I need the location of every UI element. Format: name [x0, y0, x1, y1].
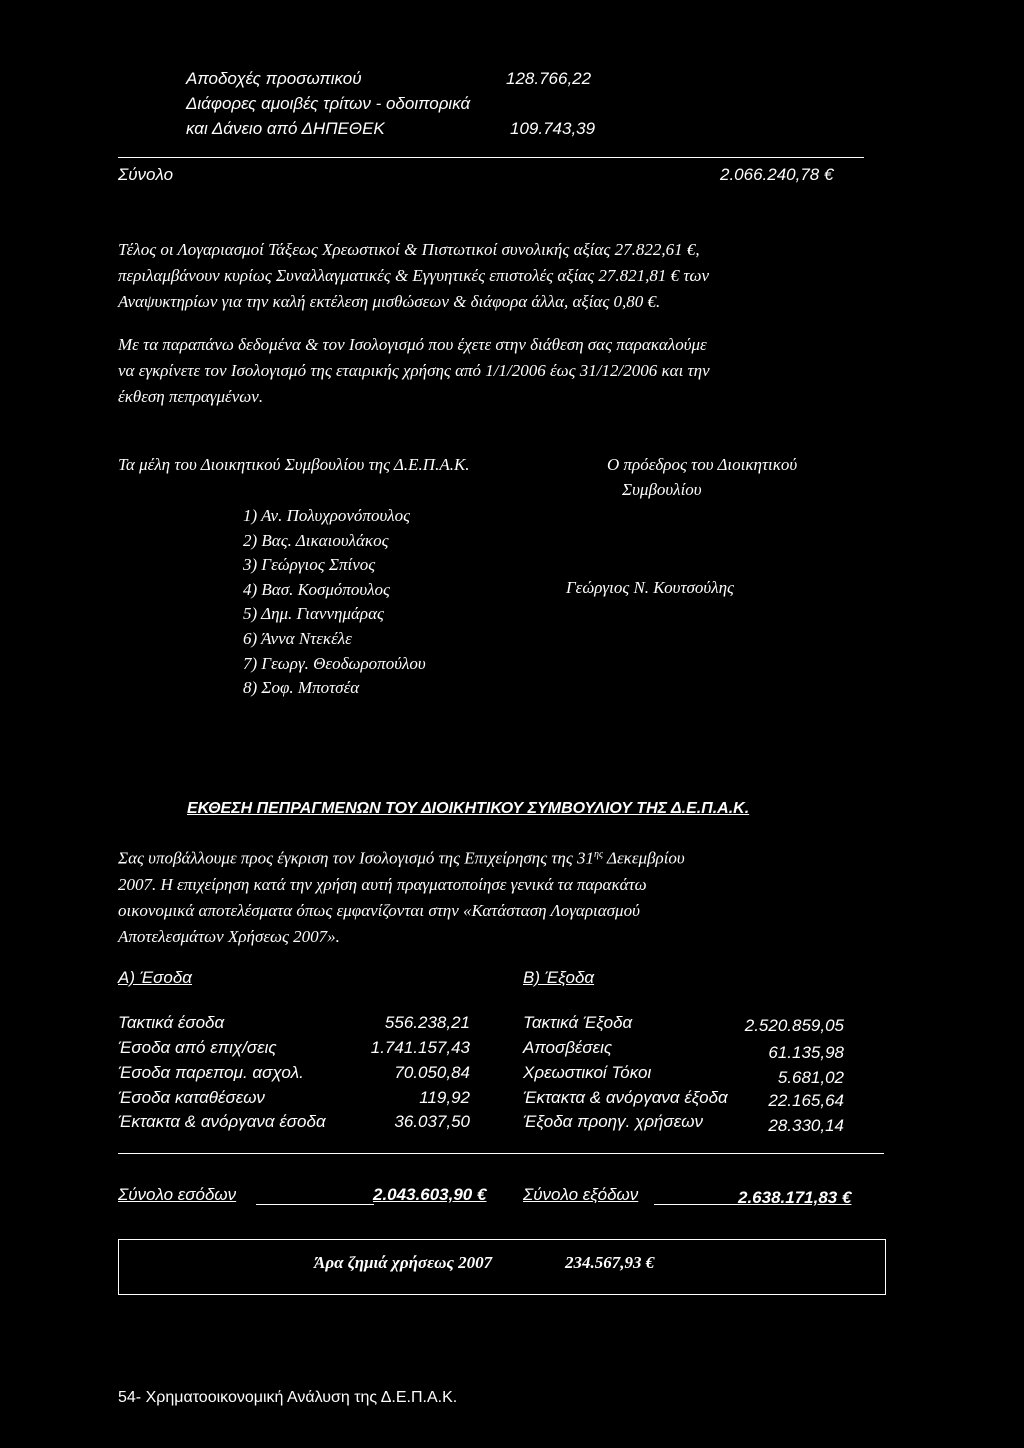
expense-label: Έξοδα προηγ. χρήσεων: [523, 1112, 703, 1131]
expense-label: Χρεωστικοί Τόκοι: [523, 1063, 652, 1082]
paragraph-approval-line: Με τα παραπάνω δεδομένα & τον Ισολογισμό που έχετε στην διάθεση σας παρακαλούμε: [118, 335, 707, 354]
board-heading: Τα μέλη του Διοικητικού Συμβουλίου της Δ.Ε.Π.Α.Κ.: [118, 455, 470, 474]
expense-value: 61.135,98: [768, 1043, 844, 1062]
top-total-value: 2.066.240,78 €: [720, 165, 834, 184]
board-member: 1) Αν. Πολυχρονόπουλος: [243, 506, 411, 525]
paragraph-approval-line: έκθεση πεπραγμένων.: [118, 387, 264, 406]
board-member: 5) Δημ. Γιαννημάρας: [243, 604, 384, 624]
expense-value: 22.165,64: [768, 1091, 844, 1110]
personnel-label: Αποδοχές προσωπικού: [186, 69, 362, 88]
paragraph-accounts-line: Αναψυκτηρίων για την καλή εκτέλεση μισθώσεων & διάφορα άλλα, αξίας 0,80 €.: [118, 292, 661, 311]
page-footer: 54- Χρηματοοικονομική Ανάλυση της Δ.Ε.Π.Α.Κ.: [118, 1389, 458, 1406]
income-heading: Α) Έσοδα: [118, 968, 192, 987]
top-total-label: Σύνολο: [118, 165, 174, 184]
expenses-heading: Β) Έξοδα: [523, 968, 595, 987]
president-title-1: Ο πρόεδρος του Διοικητικού: [607, 455, 798, 474]
expense-value: 5.681,02: [777, 1068, 844, 1087]
income-label: Έσοδα παρεπομ. ασχολ.: [118, 1063, 304, 1082]
report-intro-sup: ης: [594, 849, 604, 860]
personnel-value: 128.766,22: [506, 69, 592, 88]
report-intro-text-b: Δεκεμβρίου: [603, 848, 685, 868]
income-label: Έσοδα από επιχ/σεις: [118, 1038, 277, 1057]
paragraph-accounts: [118, 237, 888, 315]
report-title: ΕΚΘΕΣΗ ΠΕΠΡΑΓΜΕΝΩΝ ΤΟΥ ΔΙΟΙΚΗΤΙΚΟΥ ΣΥΜΒΟΥΛΙΟΥ ΤΗΣ Δ.Ε.Π.Α.Κ.: [187, 800, 750, 817]
third-party-value: 109.743,39: [510, 119, 596, 138]
report-intro-line: [118, 842, 870, 872]
report-intro-line: 2007. Η επιχείρηση κατά την χρήση αυτή πραγματοποίησε γενικά τα παρακάτω: [118, 874, 647, 894]
income-value: 36.037,50: [394, 1112, 470, 1131]
income-label: Έκτακτα & ανόργανα έσοδα: [118, 1112, 326, 1131]
paragraph-accounts-line: περιλαμβάνουν κυρίως Συναλλαγματικές & Εγγυητικές επιστολές αξίας 27.821,81 € των: [118, 266, 709, 285]
board-members-list: [243, 504, 426, 701]
income-value: 119,92: [419, 1088, 470, 1107]
income-label: Τακτικά έσοδα: [118, 1013, 225, 1032]
expense-value: 2.520.859,05: [744, 1016, 844, 1035]
board-member: 3) Γεώργιος Σπίνος: [243, 555, 376, 575]
total-divider: [118, 157, 864, 158]
third-party-label-2: και Δάνειο από ΔΗΠΕΘΕΚ: [186, 119, 385, 138]
income-value: 556.238,21: [384, 1013, 470, 1032]
income-label: Έσοδα καταθέσεων: [118, 1088, 265, 1107]
report-intro-text-a: Σας υποβάλλουμε προς έγκριση τον Ισολογισμό της Επιχείρησης της 31: [118, 848, 595, 868]
board-member: 8) Σοφ. Μποτσέα: [243, 678, 360, 698]
paragraph-approval-line: να εγκρίνετε τον Ισολογισμό της εταιρικής χρήσης από 1/1/2006 έως 31/12/2006 και την: [118, 361, 710, 380]
report-intro-line: οικονομικά αποτελέσματα όπως εμφανίζονται στην «Κατάσταση Λογαριασμού: [118, 900, 640, 920]
income-total-value: 2.043.603,90 €: [373, 1185, 487, 1204]
expense-total-value: 2.638.171,83 €: [738, 1188, 852, 1207]
board-member: 4) Βασ. Κοσμόπουλος: [243, 579, 390, 599]
expense-value: 28.330,14: [768, 1116, 844, 1135]
report-intro: [118, 842, 870, 950]
board-member: 2) Βας. Δικαιουλάκος: [243, 530, 389, 550]
income-total-leader: [256, 1204, 374, 1205]
income-value: 1.741.157,43: [370, 1038, 470, 1057]
income-value: 70.050,84: [394, 1063, 470, 1082]
loss-label: Άρα ζημιά χρήσεως 2007: [314, 1253, 493, 1272]
paragraph-accounts-line: Τέλος οι Λογαριασμοί Τάξεως Χρεωστικοί & Πιστωτικοί συνολικής αξίας 27.822,61 €,: [118, 240, 700, 259]
paragraph-approval: [118, 332, 888, 410]
expense-label: Αποσβέσεις: [523, 1038, 613, 1057]
third-party-label-1: Διάφορες αμοιβές τρίτων - οδοιπορικά: [186, 94, 471, 113]
income-total-label: Σύνολο εσόδων: [118, 1185, 237, 1204]
president-name: Γεώργιος Ν. Κουτσούλης: [566, 578, 734, 597]
expense-total-leader: [654, 1204, 738, 1205]
expense-label: Τακτικά Έξοδα: [523, 1013, 633, 1032]
board-member: 7) Γεωργ. Θεοδωροπούλου: [243, 653, 426, 673]
president-title-2: Συμβουλίου: [622, 480, 702, 499]
loss-value: 234.567,93 €: [565, 1253, 655, 1272]
board-member: 6) Άννα Ντεκέλε: [243, 628, 352, 648]
loss-box: [118, 1239, 886, 1295]
expense-label: Έκτακτα & ανόργανα έξοδα: [523, 1088, 728, 1107]
report-intro-line: Αποτελεσμάτων Χρήσεως 2007».: [118, 926, 340, 946]
expense-total-label: Σύνολο εξόδων: [523, 1185, 639, 1204]
totals-divider: [118, 1153, 884, 1154]
